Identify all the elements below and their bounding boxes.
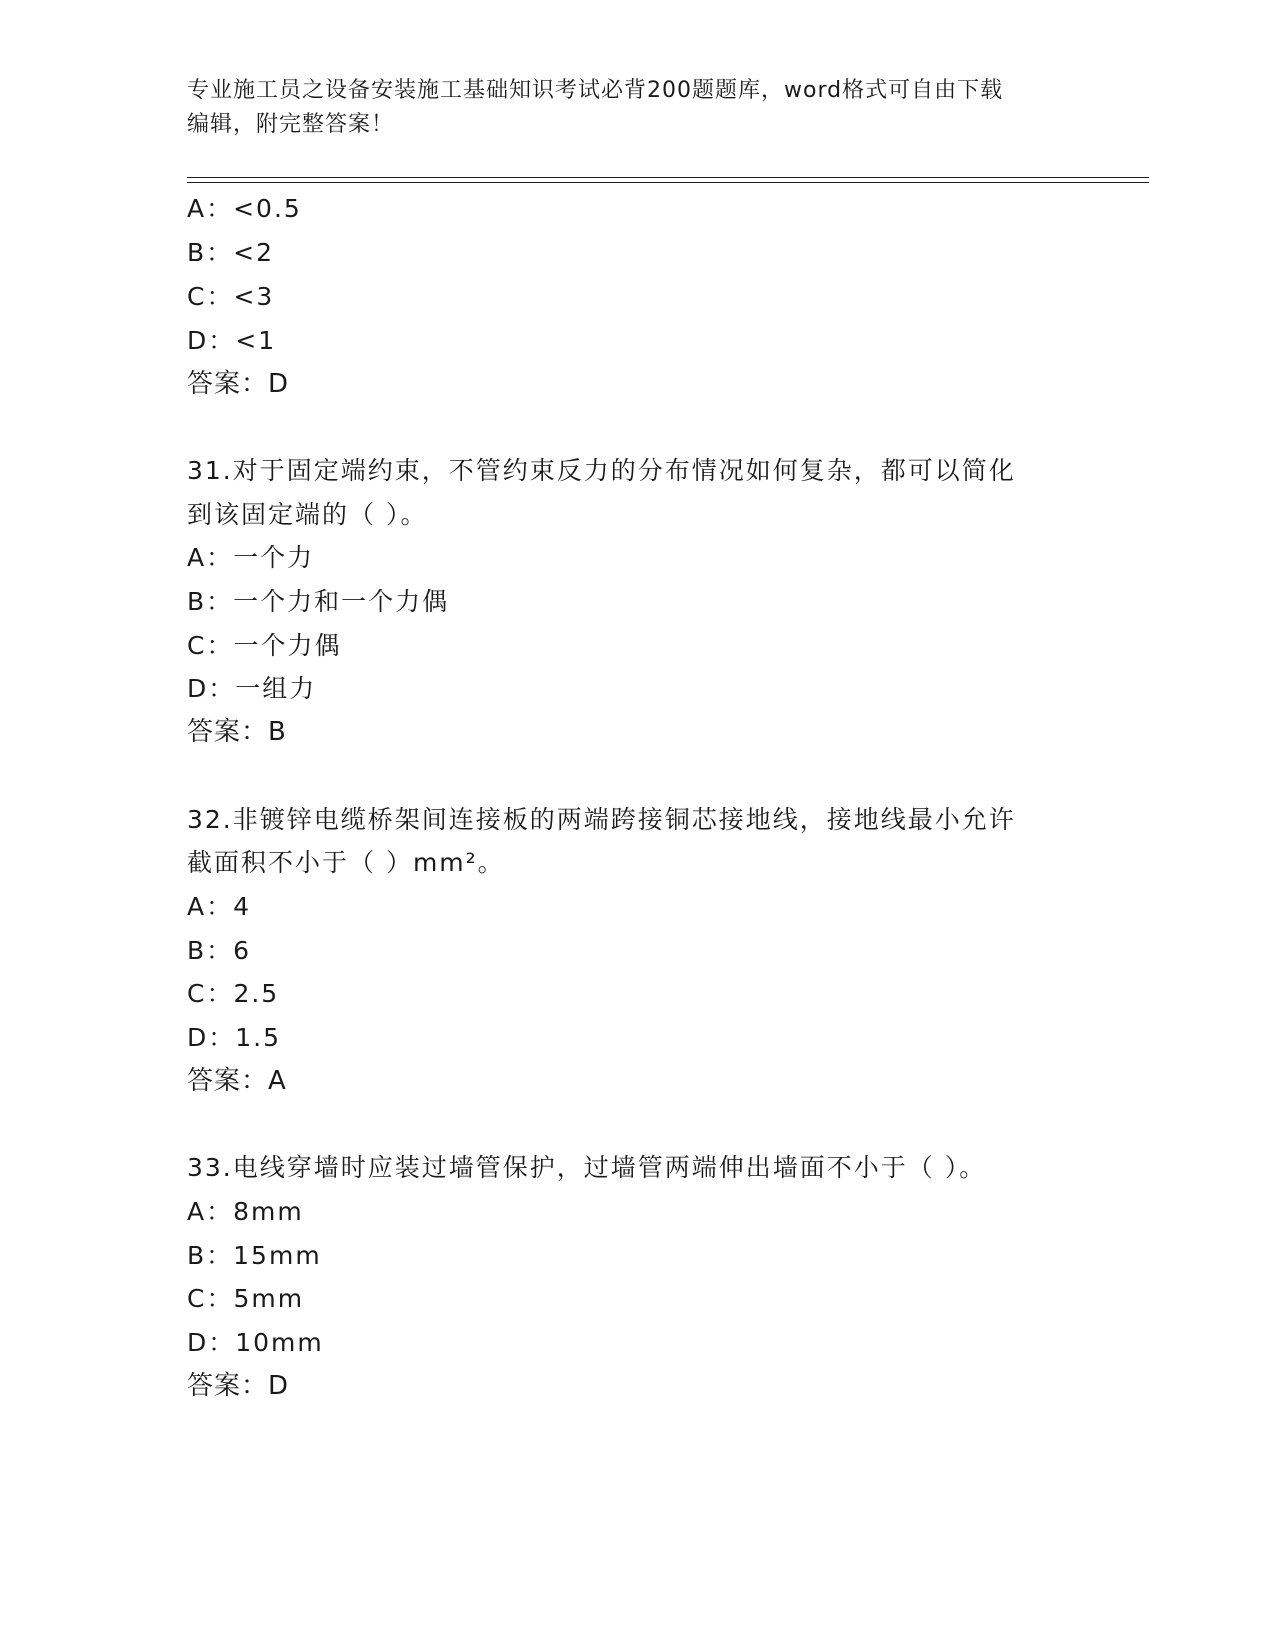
header-divider-bottom [187, 182, 1149, 183]
q32-option-a: A：4 [187, 892, 252, 921]
q32-option-d: D：1.5 [187, 1023, 282, 1052]
header-divider-top [187, 177, 1149, 178]
q31-answer: 答案：B [187, 717, 287, 747]
q31-option-b: B：一个力和一个力偶 [187, 587, 450, 616]
header-title-line-2: 编辑，附完整答案！ [187, 112, 395, 137]
q32-option-b: B：6 [187, 936, 252, 965]
q31-option-a: A：一个力 [187, 543, 315, 572]
q31-option-c: C：一个力偶 [187, 631, 342, 660]
q33-option-c: C：5mm [187, 1284, 305, 1313]
q32-stem-line-1: 32.非镀锌电缆桥架间连接板的两端跨接铜芯接地线，接地线最小允许 [187, 805, 1016, 834]
q31-stem-line-1: 31.对于固定端约束，不管约束反力的分布情况如何复杂，都可以简化 [187, 456, 1016, 485]
q31-stem-line-2: 到该固定端的（ ）。 [187, 500, 428, 529]
q31-option-d: D：一组力 [187, 674, 317, 703]
q32-option-c: C：2.5 [187, 979, 280, 1008]
q33-option-d: D：10mm [187, 1328, 324, 1357]
document-header [187, 74, 1087, 142]
q33-stem-line-1: 33.电线穿墙时应装过墙管保护，过墙管两端伸出墙面不小于（ ）。 [187, 1153, 987, 1182]
q32-answer: 答案：A [187, 1066, 287, 1096]
q30-option-c: C：<3 [187, 282, 275, 311]
q30-option-b: B：<2 [187, 238, 275, 267]
q33-option-a: A：8mm [187, 1197, 304, 1226]
q30-option-a: A：<0.5 [187, 194, 302, 223]
q33-answer: 答案：D [187, 1371, 290, 1401]
q30-option-d: D：<1 [187, 326, 277, 355]
header-title-line-1: 专业施工员之设备安装施工基础知识考试必背200题题库，word格式可自由下载 [187, 78, 1004, 103]
q30-answer: 答案：D [187, 369, 290, 399]
q33-option-b: B：15mm [187, 1241, 322, 1270]
q32-stem-line-2: 截面积不小于（ ）mm²。 [187, 848, 505, 877]
